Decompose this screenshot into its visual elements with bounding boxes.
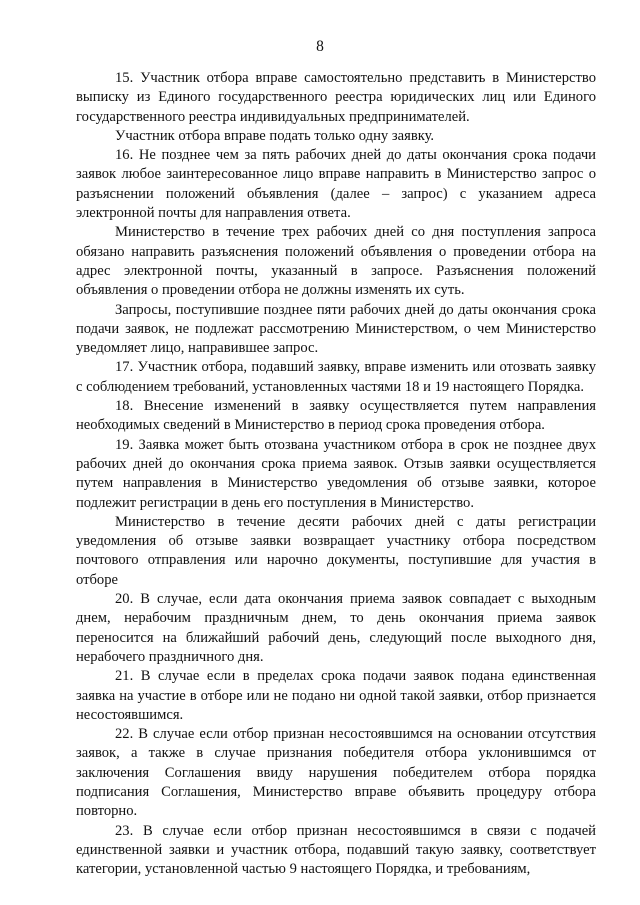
paragraph-17: 17. Участник отбора, подавший заявку, вправе изменить или отозвать заявку с соблюдением требований, установленных частями 18 и 19 настоящего Порядка.: [76, 359, 596, 395]
paragraph-16-ministry: Министерство в течение трех рабочих дней со дня поступления запроса обязано направить разъяснения положений объявления о проведении отбора на адрес электронной почты, указанный в запросе. Разъяснения положений объявления о проведении отбора не должны изменять их суть.: [76, 224, 596, 299]
document-body: [76, 69, 596, 879]
paragraph-22: 22. В случае если отбор признан несостоявшимся на основании отсутствия заявок, а также в случае признания победителя отбора уклонившимся от заключения Соглашения ввиду нарушения победителем отбора порядка подписания Соглашения, Министерство вправе объявить процедуру отбора повторно.: [76, 726, 596, 820]
paragraph-19-return: Министерство в течение десяти рабочих дней с даты регистрации уведомления об отзыве заявки возвращает участнику отбора посредством почтового отправления или нарочно документы, поступившие для участия в отборе: [76, 513, 596, 588]
paragraph-16: 16. Не позднее чем за пять рабочих дней до даты окончания срока подачи заявок любое заинтересованное лицо вправе направить в Министерство запрос о разъяснении положений объявления (далее – запрос) с указанием адреса электронной почты для направления ответа.: [76, 147, 596, 222]
page-number: 8: [316, 38, 324, 55]
paragraph-15: 15. Участник отбора вправе самостоятельно представить в Министерство выписку из Единого государственного реестра юридических лиц или Единого государственного реестра индивидуальных предпринимателей.: [76, 70, 596, 125]
paragraph-23: 23. В случае если отбор признан несостоявшимся в связи с подачей единственной заявки и участник отбора, подавший такую заявку, соответствует категории, установленной частью 9 настоящего Порядка, и требованиям,: [76, 822, 596, 878]
paragraph-18: 18. Внесение изменений в заявку осуществляется путем направления необходимых сведений в Министерство в период срока проведения отбора.: [76, 398, 596, 434]
paragraph-16-late-requests: Запросы, поступившие позднее пяти рабочих дней до даты окончания срока подачи заявок, не подлежат рассмотрению Министерством, о чем Министерство уведомляет лицо, направившее запрос.: [76, 301, 596, 357]
paragraph-20: 20. В случае, если дата окончания приема заявок совпадает с выходным днем, нерабочим праздничным днем, то день окончания приема заявок переносится на ближайший рабочий день, следующий после выходного дня, нерабочего праздничного дня.: [76, 591, 596, 665]
paragraph-19: 19. Заявка может быть отозвана участником отбора в срок не позднее двух рабочих дней до окончания срока приема заявок. Отзыв заявки осуществляется путем направления в Министерство уведомления об отзыве заявки, которое подлежит регистрации в день его поступления в Министерство.: [76, 436, 596, 511]
paragraph-15-note: Участник отбора вправе подать только одну заявку.: [115, 127, 435, 144]
paragraph-21: 21. В случае если в пределах срока подачи заявок подана единственная заявка на участие в отборе или не подано ни одной такой заявки, отбор признается несостоявшимся.: [76, 668, 596, 723]
